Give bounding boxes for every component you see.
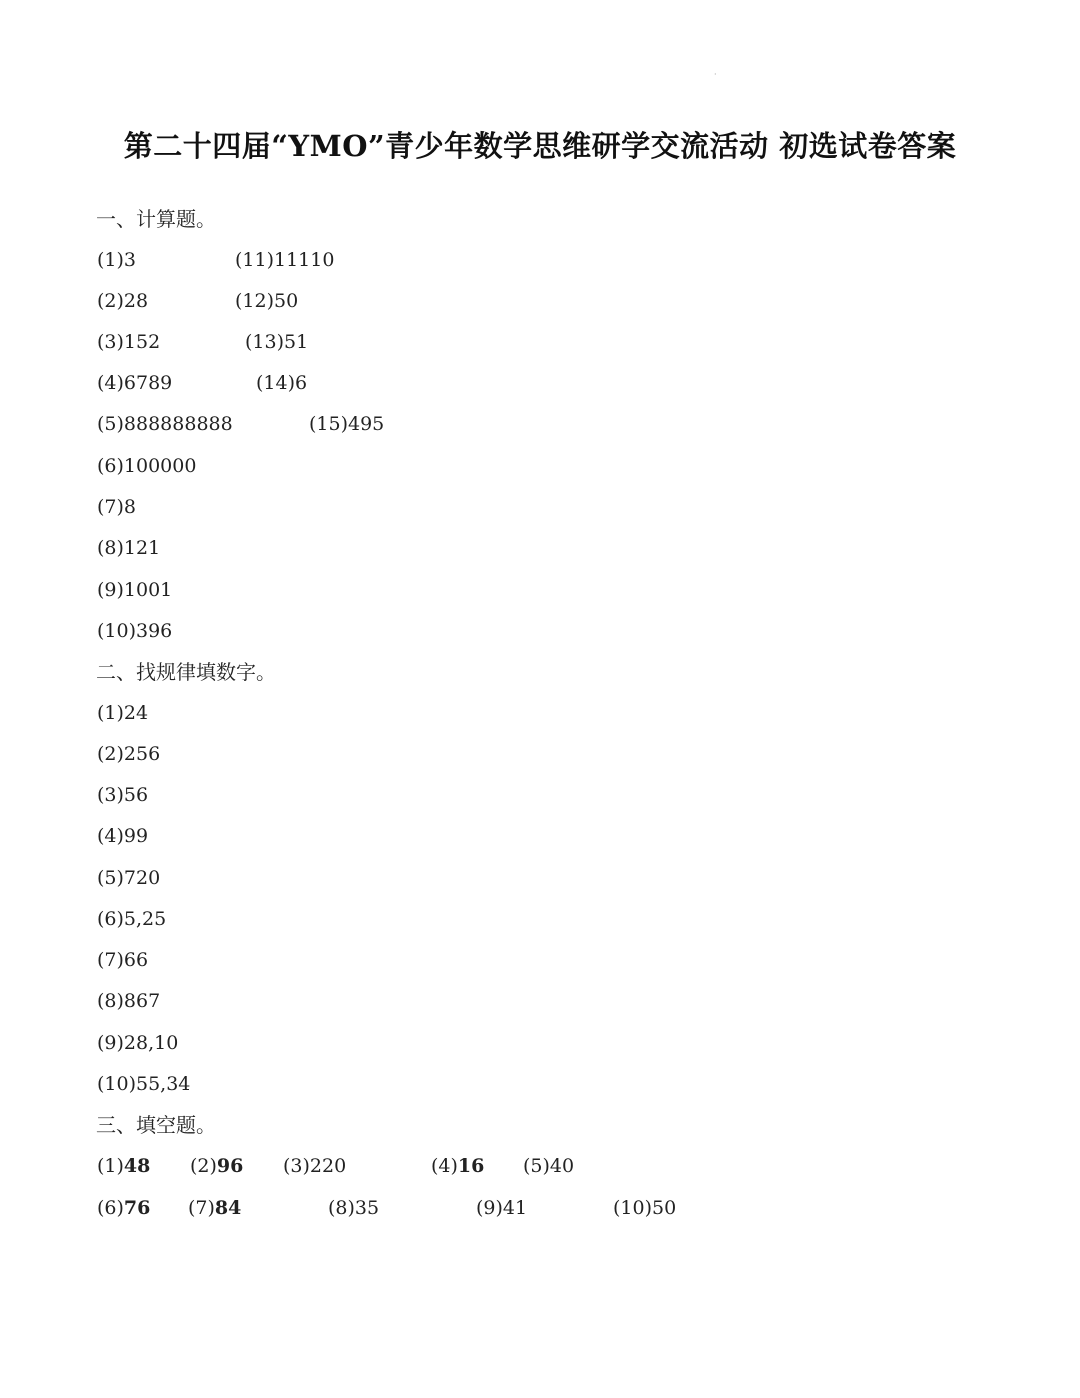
answer-item: (11)11110 <box>235 249 335 271</box>
answer-value: 40 <box>549 1155 575 1177</box>
answer-item: (10)55,34 <box>97 1073 191 1095</box>
answer-value: 76 <box>123 1197 151 1219</box>
answer-value: 16 <box>457 1155 485 1177</box>
answer-item: (5)888888888 <box>97 413 233 435</box>
answer-value: 96 <box>216 1155 244 1177</box>
answer-label: (1) <box>97 1155 124 1177</box>
scan-speck: · <box>714 70 717 79</box>
answer-item: (12)50 <box>235 290 299 312</box>
answer-label: (3) <box>283 1155 310 1177</box>
answer-value: 220 <box>309 1155 347 1177</box>
answer-label: (10) <box>613 1197 653 1219</box>
section-heading-patterns: 二、找规律填数字。 <box>96 660 276 684</box>
answer-value: 41 <box>502 1197 528 1219</box>
answer-value: 48 <box>123 1155 151 1177</box>
answer-item <box>431 1152 484 1180</box>
answer-item: (4)99 <box>97 825 149 847</box>
answer-item: (9)28,10 <box>97 1032 179 1054</box>
answer-item: (3)56 <box>97 784 149 806</box>
answer-item: (6)100000 <box>97 455 197 477</box>
answer-label: (7) <box>188 1197 215 1219</box>
answer-item: (14)6 <box>256 372 308 394</box>
answer-item: (8)867 <box>97 990 161 1012</box>
answer-value: 35 <box>354 1197 380 1219</box>
answer-item: (10)396 <box>97 620 173 642</box>
answer-label: (4) <box>431 1155 458 1177</box>
page-title: 第二十四届“YMO”青少年数学思维研学交流活动 初选试卷答案 <box>123 129 957 163</box>
answer-item <box>283 1152 346 1180</box>
answer-item <box>190 1152 243 1180</box>
answer-item: (4)6789 <box>97 372 173 394</box>
answer-label: (9) <box>476 1197 503 1219</box>
answer-item <box>188 1194 241 1222</box>
answer-label: (2) <box>190 1155 217 1177</box>
answer-item: (3)152 <box>97 331 161 353</box>
answer-item: (2)28 <box>97 290 149 312</box>
answer-item: (7)66 <box>97 949 149 971</box>
answer-item <box>97 1152 150 1180</box>
answer-item <box>328 1194 379 1222</box>
section-heading-fill-in: 三、填空题。 <box>96 1113 216 1137</box>
answer-label: (5) <box>523 1155 550 1177</box>
answer-value: 84 <box>214 1197 242 1219</box>
answer-label: (6) <box>97 1197 124 1219</box>
answer-item: (5)720 <box>97 867 161 889</box>
answer-item: (6)5,25 <box>97 908 167 930</box>
answer-item: (2)256 <box>97 743 161 765</box>
answer-value: 50 <box>652 1197 677 1219</box>
answer-item <box>523 1152 574 1180</box>
section-heading-calculation: 一、计算题。 <box>96 207 216 231</box>
answer-label: (8) <box>328 1197 355 1219</box>
answer-item: (1)24 <box>97 702 149 724</box>
answer-item: (9)1001 <box>97 579 173 601</box>
answer-item: (8)121 <box>97 537 161 559</box>
answer-item <box>613 1194 676 1222</box>
answer-item <box>97 1194 150 1222</box>
answer-item: (1)3 <box>97 249 137 271</box>
answer-item: (15)495 <box>309 413 385 435</box>
answer-item <box>476 1194 527 1222</box>
answer-item: (7)8 <box>97 496 137 518</box>
answer-item: (13)51 <box>245 331 309 353</box>
